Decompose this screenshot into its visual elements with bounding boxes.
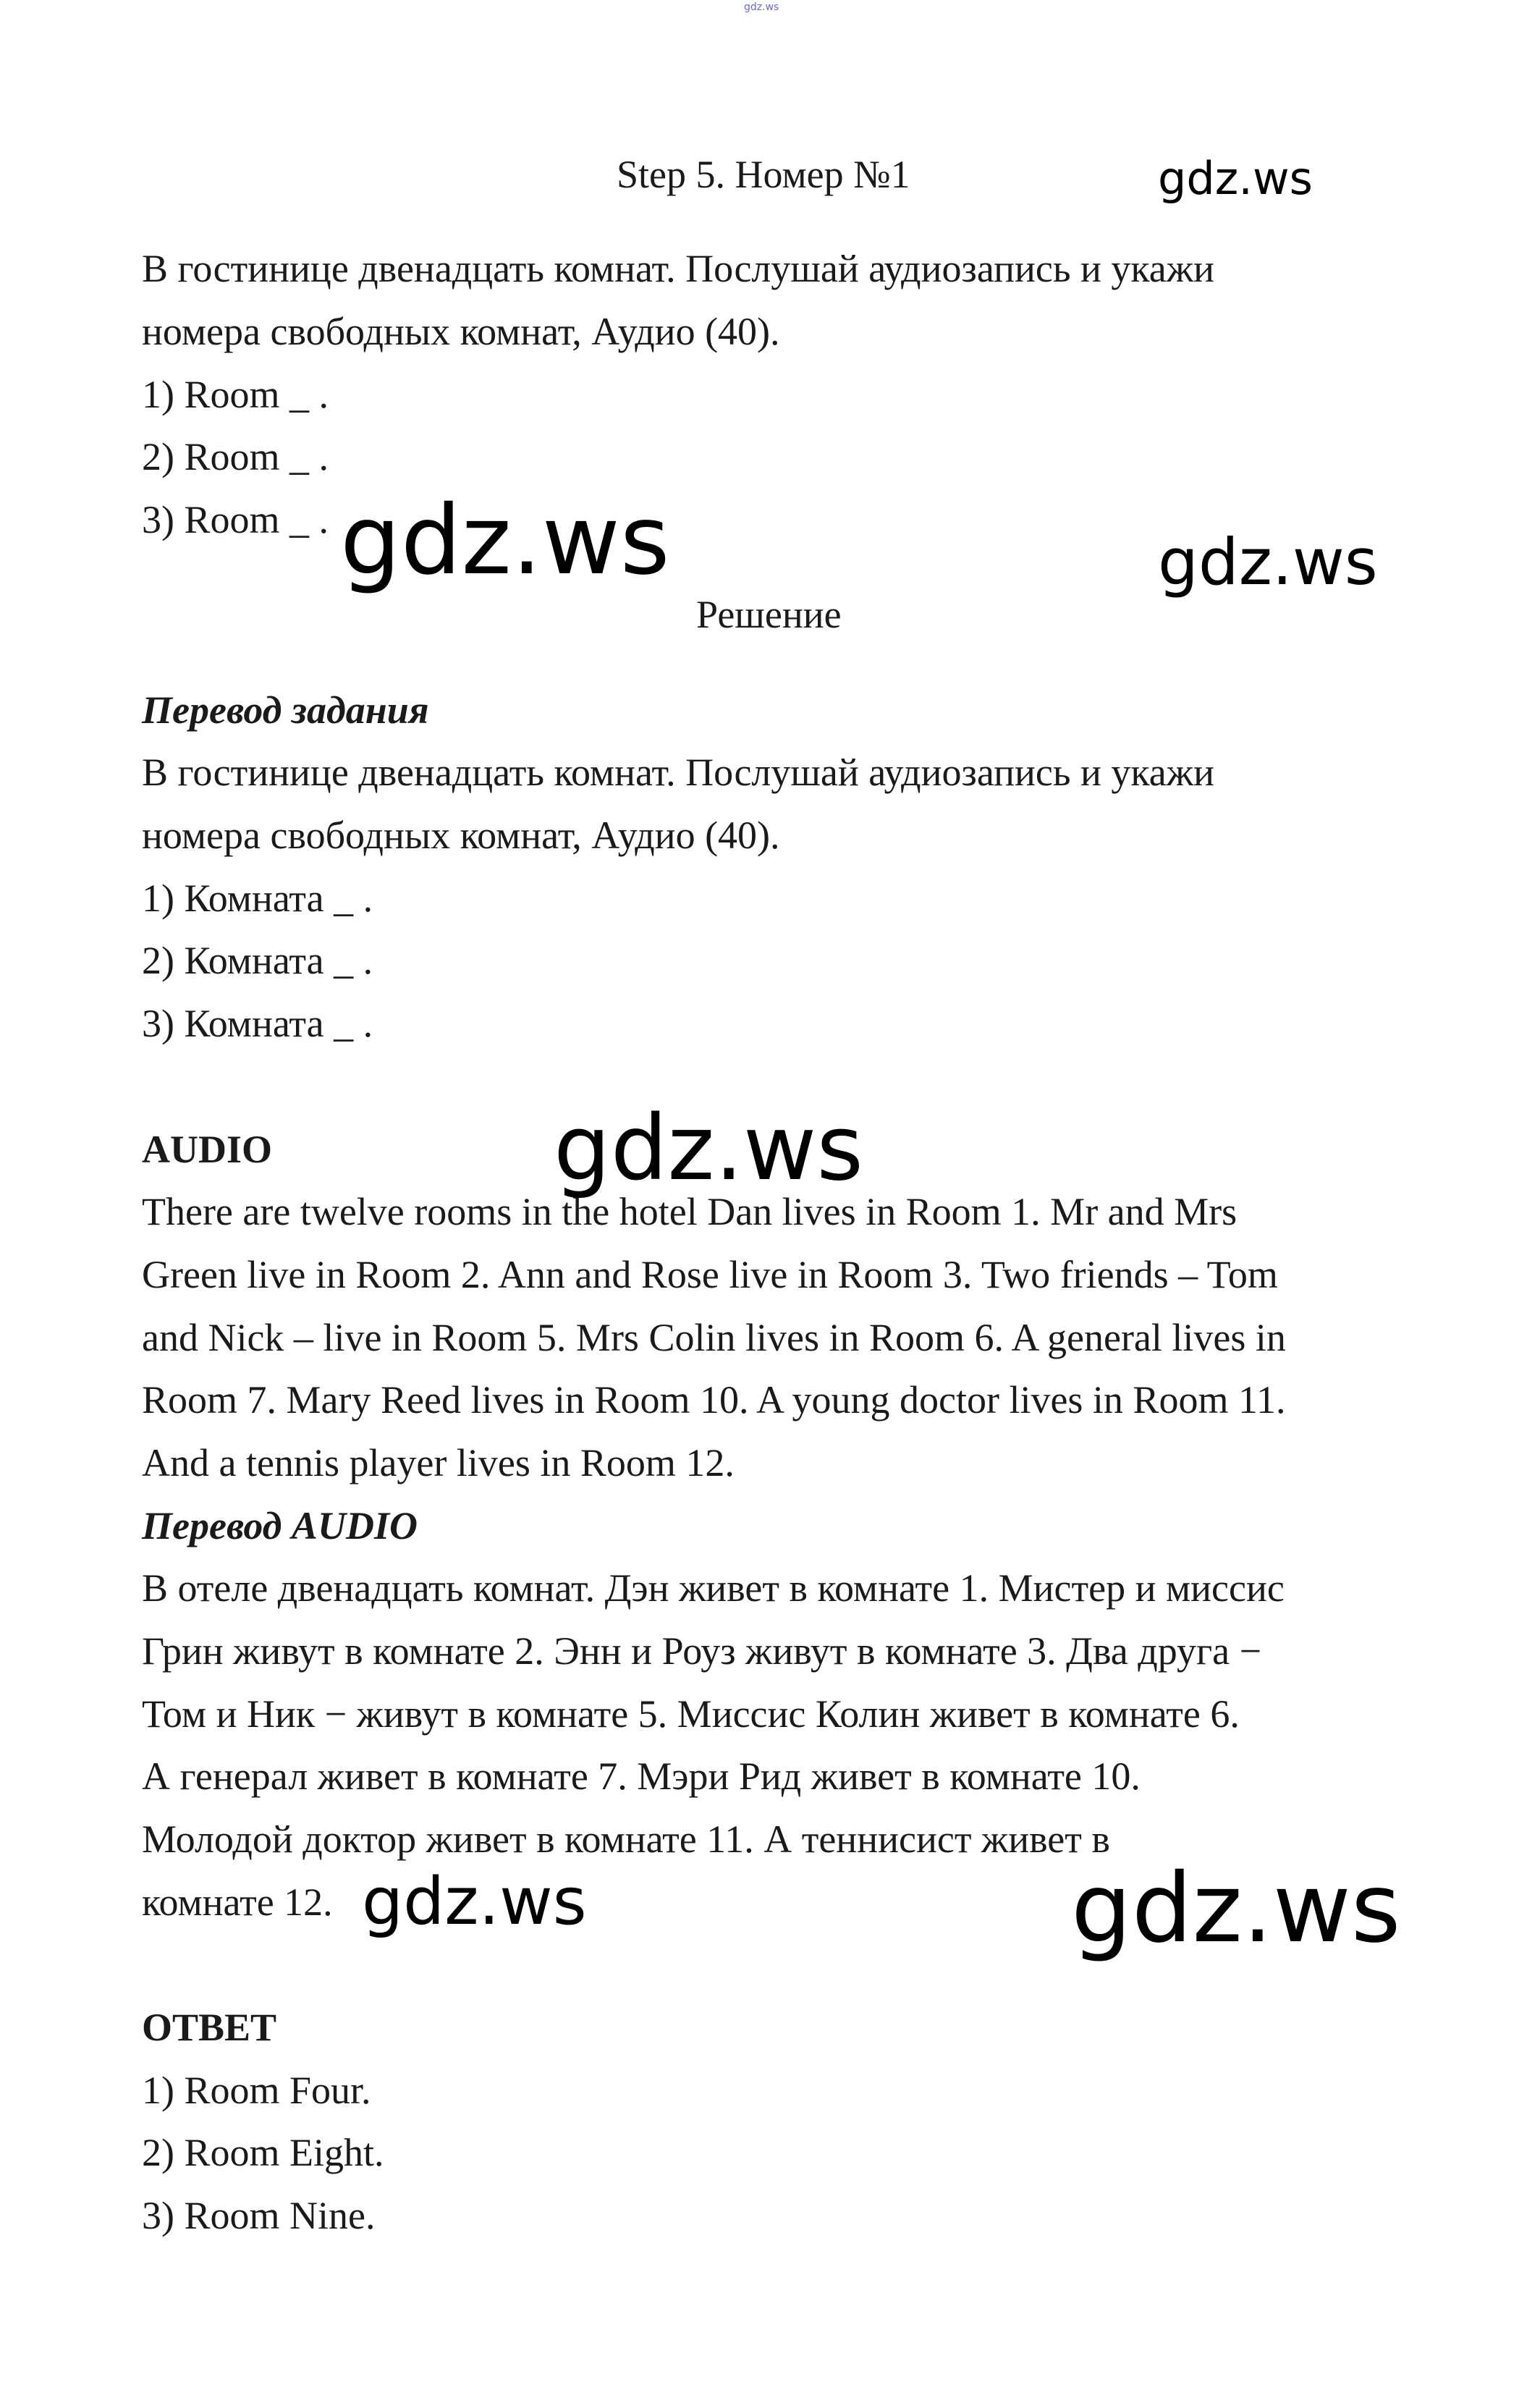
audio-translation-heading: Перевод AUDIO [142,1504,418,1547]
audio-line-1: There are twelve rooms in the hotel Dan lives in Room 1. Mr and Mrs [142,1190,1238,1233]
watermark-bottom-left: gdz.ws [362,1864,587,1940]
translation-heading: Перевод задания [142,688,429,732]
task-item-3: 3) Room _ . [142,498,329,541]
watermark-header: gdz.ws [1158,152,1313,205]
watermark-mid-left: gdz.ws [340,485,670,596]
audio-line-5: And a tennis player lives in Room 12. [142,1441,735,1484]
watermark-audio: gdz.ws [554,1097,863,1201]
watermark-bottom-right: gdz.ws [1071,1853,1401,1964]
translation-line-2: номера свободных комнат, Аудио (40). [142,814,780,857]
page-title: Step 5. Номер №1 [617,153,910,196]
translation-item-1: 1) Комната _ . [142,877,373,920]
watermark-top: gdz.ws [744,1,779,13]
audio-translation-line-4: А генерал живет в комнате 7. Мэри Рид живет в комнате 10. [142,1754,1141,1798]
translation-line-1: В гостинице двенадцать комнат. Послушай аудиозапись и укажи [142,751,1214,794]
audio-line-3: and Nick – live in Room 5. Mrs Colin lives in Room 6. A general lives in [142,1316,1286,1359]
answer-item-1: 1) Room Four. [142,2069,371,2112]
task-line-1: В гостинице двенадцать комнат. Послушай аудиозапись и укажи [142,247,1214,290]
solution-heading: Решение [696,593,842,636]
task-item-1: 1) Room _ . [142,373,329,416]
translation-item-2: 2) Комната _ . [142,939,373,982]
audio-line-2: Green live in Room 2. Ann and Rose live in Room 3. Two friends – Tom [142,1253,1278,1296]
audio-heading: AUDIO [142,1128,273,1171]
audio-translation-line-6: комнате 12. [142,1880,333,1924]
task-line-2: номера свободных комнат, Аудио (40). [142,310,780,353]
audio-translation-line-1: В отеле двенадцать комнат. Дэн живет в комнате 1. Мистер и миссис [142,1566,1285,1610]
audio-translation-line-5: Молодой доктор живет в комнате 11. А теннисист живет в [142,1817,1110,1861]
audio-translation-line-2: Грин живут в комнате 2. Энн и Роуз живут в комнате 3. Два друга − [142,1629,1262,1673]
task-item-2: 2) Room _ . [142,435,329,478]
translation-item-3: 3) Комната _ . [142,1002,373,1045]
audio-line-4: Room 7. Mary Reed lives in Room 10. A young doctor lives in Room 11. [142,1378,1286,1422]
audio-translation-line-3: Том и Ник − живут в комнате 5. Миссис Колин живет в комнате 6. [142,1692,1240,1736]
answer-heading: ОТВЕТ [142,2006,277,2049]
answer-item-2: 2) Room Eight. [142,2131,384,2174]
watermark-mid-right: gdz.ws [1158,525,1378,599]
answer-item-3: 3) Room Nine. [142,2194,376,2237]
